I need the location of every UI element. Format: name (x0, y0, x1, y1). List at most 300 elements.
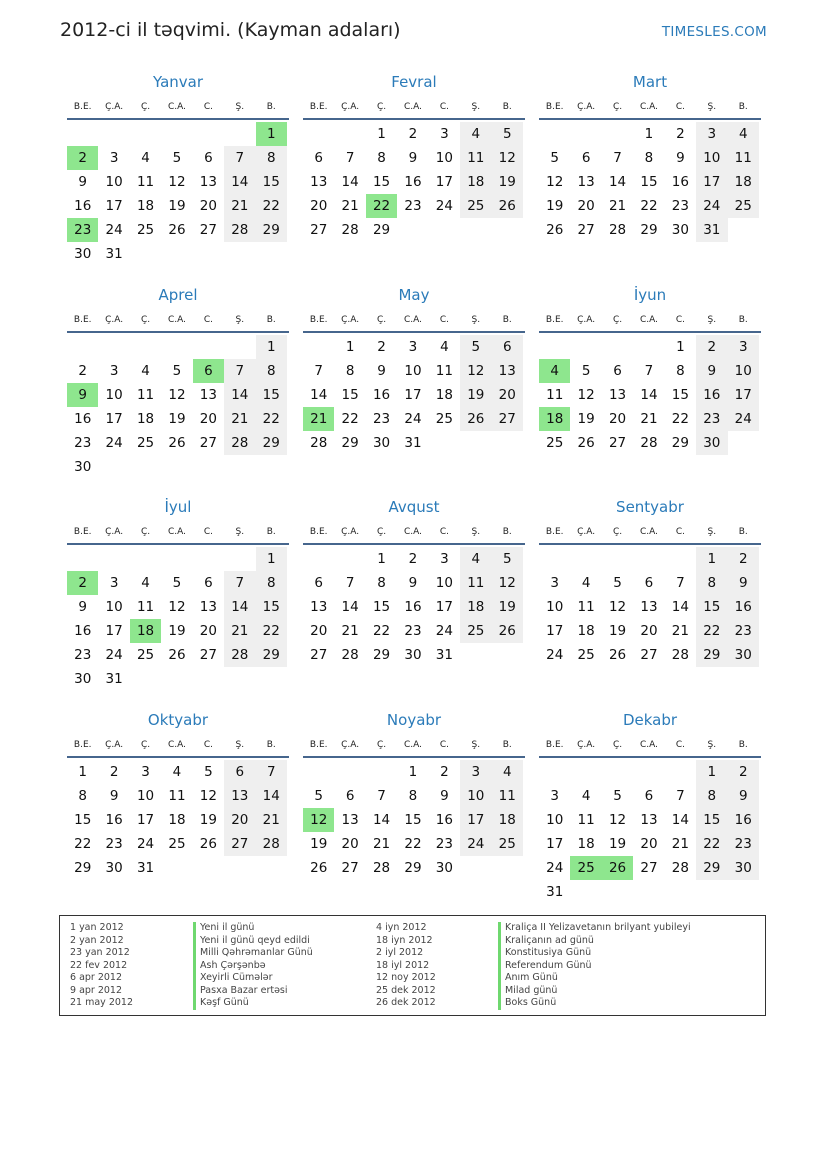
weekday-label: Ş. (707, 527, 717, 537)
day-cell: 30 (105, 860, 123, 876)
weekday-header (67, 309, 289, 333)
holiday-cell: 18 (130, 619, 161, 643)
legend-names-left (193, 922, 313, 1010)
legend-date: 26 dek 2012 (376, 997, 436, 1008)
day-cell: 2 (440, 764, 449, 780)
weekday-header (539, 521, 761, 545)
day-cell: 5 (172, 150, 182, 166)
weekday-label: C.A. (167, 315, 186, 325)
weekday-label: B.E. (545, 315, 564, 325)
day-cell: 20 (310, 198, 328, 214)
day-cell: 27 (199, 647, 217, 663)
holiday-cell: 12 (303, 808, 334, 832)
day-cell: 29 (372, 222, 391, 238)
holiday-cell: 21 (303, 407, 334, 431)
empty-cell (193, 547, 224, 571)
day-cell: 25 (136, 647, 155, 663)
weekday-label: B. (266, 102, 276, 112)
legend-holiday-name: Kraliçanın ad günü (498, 935, 691, 948)
day-cell: 22 (341, 411, 359, 427)
month-11 (303, 710, 525, 880)
day-cell: 22 (74, 836, 92, 852)
month-2 (303, 72, 525, 242)
weekday-label: C.A. (639, 102, 658, 112)
weekday-label: C.A. (639, 315, 658, 325)
day-cell: 29 (256, 431, 287, 455)
day-cell: 13 (608, 387, 627, 403)
day-cell: 25 (546, 435, 564, 451)
empty-cell (633, 335, 664, 359)
day-cell: 8 (696, 784, 727, 808)
weekday-label: Ş. (471, 527, 481, 537)
day-cell: 26 (310, 860, 328, 876)
weekday-label: Ç. (612, 740, 623, 750)
day-cell: 3 (440, 551, 449, 567)
weekday-label: B. (502, 740, 512, 750)
day-cell: 19 (460, 383, 491, 407)
legend-holiday-name: Kraliça II Yelizavetanın brilyant yubileyi (498, 922, 691, 935)
day-cell: 13 (310, 599, 328, 615)
empty-cell (334, 760, 365, 784)
day-cell: 7 (345, 150, 355, 166)
day-cell: 4 (440, 339, 449, 355)
weekday-label: Ş. (235, 527, 245, 537)
day-cell: 11 (435, 363, 453, 379)
day-cell: 16 (404, 174, 422, 190)
day-cell: 24 (105, 647, 123, 663)
day-cell: 18 (577, 623, 595, 639)
day-cell: 1 (644, 126, 654, 142)
month-6 (539, 285, 761, 455)
day-cell: 11 (168, 788, 186, 804)
day-cell: 9 (78, 174, 87, 190)
day-cell: 21 (224, 619, 255, 643)
day-cell: 25 (168, 836, 186, 852)
day-cell: 14 (224, 170, 255, 194)
day-cell: 16 (435, 812, 453, 828)
day-cell: 11 (492, 784, 523, 808)
day-grid (539, 545, 761, 667)
day-cell: 19 (608, 836, 627, 852)
day-cell: 17 (546, 836, 564, 852)
weekday-label: C. (675, 102, 685, 112)
day-cell: 8 (345, 363, 355, 379)
day-cell: 31 (105, 246, 123, 262)
empty-cell (161, 335, 192, 359)
weekday-label: C. (675, 527, 685, 537)
day-cell: 13 (640, 599, 658, 615)
day-cell: 17 (105, 198, 123, 214)
day-cell: 22 (696, 619, 727, 643)
month-name: May (398, 286, 430, 304)
day-cell: 14 (224, 383, 255, 407)
day-cell: 11 (460, 146, 491, 170)
day-cell: 16 (728, 595, 759, 619)
day-cell: 7 (345, 575, 355, 591)
weekday-header (539, 734, 761, 758)
day-cell: 21 (341, 198, 359, 214)
day-cell: 15 (74, 812, 92, 828)
day-cell: 19 (168, 198, 186, 214)
day-cell: 13 (577, 174, 595, 190)
day-cell: 21 (640, 411, 658, 427)
day-cell: 26 (199, 836, 217, 852)
day-cell: 15 (256, 595, 287, 619)
day-cell: 25 (136, 435, 155, 451)
day-cell: 30 (696, 431, 727, 455)
day-cell: 12 (168, 174, 186, 190)
weekday-label: C.A. (403, 740, 422, 750)
day-cell: 5 (581, 363, 591, 379)
day-cell: 19 (199, 812, 217, 828)
day-cell: 23 (696, 407, 727, 431)
day-cell: 16 (74, 623, 92, 639)
day-cell: 14 (341, 599, 359, 615)
day-cell: 7 (256, 760, 287, 784)
legend-date: 25 dek 2012 (376, 984, 436, 996)
day-cell: 5 (550, 150, 559, 166)
month-name: Oktyabr (147, 711, 209, 729)
empty-cell (98, 335, 129, 359)
month-name: İyun (633, 286, 667, 304)
day-cell: 26 (608, 647, 627, 663)
day-cell: 10 (435, 150, 453, 166)
day-cell: 4 (728, 122, 759, 146)
weekday-label: Ç. (140, 102, 151, 112)
day-cell: 16 (74, 198, 92, 214)
day-cell: 29 (256, 218, 287, 242)
brand-logo[interactable]: TIMESLES.COM (661, 24, 767, 40)
weekday-label: Ç.A. (105, 740, 124, 750)
weekday-label: Ş. (471, 102, 481, 112)
weekday-label: C. (439, 527, 449, 537)
day-cell: 22 (372, 623, 391, 639)
day-cell: 7 (224, 571, 255, 595)
weekday-label: Ç.A. (341, 315, 360, 325)
empty-cell (130, 122, 161, 146)
day-cell: 30 (728, 643, 759, 667)
holiday-legend (59, 915, 766, 1016)
empty-cell (665, 547, 696, 571)
empty-cell (334, 547, 365, 571)
weekday-label: C.A. (403, 527, 422, 537)
empty-cell (570, 760, 601, 784)
holiday-cell: 1 (256, 122, 287, 146)
day-cell: 27 (199, 222, 217, 238)
day-cell: 4 (141, 363, 150, 379)
day-cell: 23 (728, 619, 759, 643)
day-cell: 8 (696, 571, 727, 595)
day-cell: 5 (613, 575, 622, 591)
legend-date: 1 yan 2012 (70, 922, 124, 933)
day-cell: 18 (577, 836, 595, 852)
day-cell: 11 (460, 571, 491, 595)
day-cell: 19 (168, 411, 186, 427)
day-cell: 22 (404, 836, 422, 852)
day-cell: 5 (492, 547, 523, 571)
day-cell: 27 (310, 647, 328, 663)
day-cell: 30 (372, 435, 391, 451)
day-cell: 10 (546, 812, 564, 828)
weekday-label: B.E. (73, 527, 92, 537)
empty-cell (224, 335, 255, 359)
weekday-label: Ç.A. (577, 315, 596, 325)
day-cell: 15 (372, 174, 391, 190)
empty-cell (570, 547, 601, 571)
day-cell: 15 (341, 387, 359, 403)
holiday-cell: 23 (67, 218, 98, 242)
day-cell: 11 (136, 599, 155, 615)
weekday-label: Ç. (376, 315, 387, 325)
day-cell: 13 (199, 599, 217, 615)
day-cell: 31 (105, 671, 123, 687)
day-cell: 19 (492, 595, 523, 619)
empty-cell (570, 335, 601, 359)
day-cell: 5 (314, 788, 323, 804)
day-cell: 14 (671, 599, 689, 615)
empty-cell (334, 122, 365, 146)
day-cell: 21 (372, 836, 391, 852)
legend-date: 21 may 2012 (70, 997, 134, 1008)
day-cell: 1 (78, 764, 87, 780)
day-cell: 29 (372, 647, 391, 663)
weekday-header (303, 309, 525, 333)
day-cell: 21 (608, 198, 627, 214)
day-cell: 22 (671, 411, 689, 427)
month-name: Mart (632, 73, 668, 91)
day-cell: 30 (404, 647, 422, 663)
day-cell: 2 (676, 126, 685, 142)
day-cell: 29 (341, 435, 359, 451)
day-cell: 22 (640, 198, 658, 214)
day-cell: 1 (696, 760, 727, 784)
day-cell: 1 (377, 551, 386, 567)
weekday-label: C. (439, 740, 449, 750)
day-cell: 14 (640, 387, 658, 403)
weekday-header (303, 521, 525, 545)
weekday-label: C.A. (403, 315, 422, 325)
weekday-label: B. (266, 527, 276, 537)
day-cell: 21 (256, 808, 287, 832)
day-cell: 1 (676, 339, 685, 355)
day-cell: 22 (696, 832, 727, 856)
day-grid (67, 545, 289, 691)
weekday-label: B. (738, 740, 748, 750)
day-cell: 7 (377, 788, 386, 804)
empty-cell (98, 547, 129, 571)
weekday-label: Ç. (140, 315, 151, 325)
day-cell: 18 (460, 170, 491, 194)
weekday-label: B.E. (545, 740, 564, 750)
weekday-label: Ç. (376, 740, 387, 750)
day-cell: 22 (256, 407, 287, 431)
day-cell: 24 (546, 860, 564, 876)
month-9 (539, 497, 761, 667)
day-cell: 9 (408, 575, 418, 591)
day-cell: 30 (74, 459, 92, 475)
day-cell: 29 (671, 435, 689, 451)
weekday-label: C.A. (403, 102, 422, 112)
empty-cell (161, 547, 192, 571)
legend-holiday-name: Milli Qəhrəmanlar Günü (193, 947, 313, 960)
day-cell: 3 (460, 760, 491, 784)
day-cell: 26 (577, 435, 595, 451)
month-name: Yanvar (152, 73, 204, 91)
day-grid (303, 120, 525, 242)
weekday-label: C. (203, 102, 213, 112)
weekday-label: C. (439, 102, 449, 112)
day-cell: 21 (224, 407, 255, 431)
day-cell: 2 (728, 760, 759, 784)
weekday-label: Ç.A. (577, 740, 596, 750)
day-cell: 10 (460, 784, 491, 808)
weekday-label: Ş. (707, 315, 717, 325)
day-cell: 15 (404, 812, 422, 828)
day-cell: 29 (404, 860, 422, 876)
weekday-header (539, 96, 761, 120)
day-cell: 28 (310, 435, 328, 451)
day-cell: 8 (78, 788, 87, 804)
weekday-label: Ç.A. (341, 102, 360, 112)
day-cell: 18 (136, 198, 155, 214)
day-cell: 13 (224, 784, 255, 808)
day-cell: 27 (224, 832, 255, 856)
day-cell: 19 (310, 836, 328, 852)
day-cell: 13 (310, 174, 328, 190)
day-cell: 31 (136, 860, 155, 876)
day-grid (539, 333, 761, 455)
day-cell: 9 (676, 150, 685, 166)
day-cell: 28 (372, 860, 391, 876)
day-cell: 11 (546, 387, 564, 403)
weekday-label: Ç.A. (577, 102, 596, 112)
day-cell: 4 (581, 575, 591, 591)
day-cell: 3 (696, 122, 727, 146)
weekday-label: Ç. (140, 740, 151, 750)
day-cell: 8 (377, 575, 386, 591)
day-cell: 7 (224, 146, 255, 170)
day-cell: 9 (728, 571, 759, 595)
day-cell: 10 (105, 174, 123, 190)
weekday-label: Ş. (235, 102, 245, 112)
day-cell: 17 (546, 623, 564, 639)
empty-cell (303, 547, 334, 571)
day-cell: 2 (377, 339, 386, 355)
weekday-label: Ç. (376, 102, 387, 112)
weekday-label: C.A. (639, 527, 658, 537)
legend-names-right (498, 922, 691, 1010)
day-grid (539, 758, 761, 904)
day-cell: 3 (109, 363, 119, 379)
day-cell: 12 (168, 387, 186, 403)
day-cell: 26 (492, 194, 523, 218)
day-grid (303, 333, 525, 455)
day-cell: 13 (199, 387, 217, 403)
legend-holiday-name: Referendum Günü (498, 960, 691, 973)
weekday-label: C. (675, 315, 685, 325)
day-cell: 24 (105, 222, 123, 238)
day-cell: 13 (341, 812, 359, 828)
day-cell: 11 (577, 599, 595, 615)
weekday-label: C. (439, 315, 449, 325)
day-cell: 6 (644, 575, 654, 591)
day-cell: 1 (256, 335, 287, 359)
day-cell: 7 (676, 788, 685, 804)
day-cell: 13 (199, 174, 217, 190)
day-cell: 20 (608, 411, 627, 427)
day-cell: 6 (345, 788, 355, 804)
weekday-label: C.A. (167, 527, 186, 537)
weekday-label: B. (266, 740, 276, 750)
day-cell: 8 (256, 359, 287, 383)
weekday-label: B.E. (73, 102, 92, 112)
day-cell: 20 (640, 836, 658, 852)
weekday-label: Ş. (471, 740, 481, 750)
day-grid (303, 758, 525, 880)
day-cell: 9 (377, 363, 386, 379)
day-cell: 23 (74, 647, 92, 663)
day-cell: 22 (256, 194, 287, 218)
weekday-label: Ç.A. (105, 102, 124, 112)
weekday-label: B. (738, 527, 748, 537)
day-cell: 26 (168, 647, 186, 663)
day-cell: 28 (341, 222, 359, 238)
day-cell: 24 (435, 198, 453, 214)
day-cell: 21 (671, 836, 689, 852)
weekday-label: B. (738, 102, 748, 112)
day-cell: 30 (74, 246, 92, 262)
day-cell: 7 (224, 359, 255, 383)
day-cell: 12 (168, 599, 186, 615)
legend-date: 2 yan 2012 (70, 934, 124, 946)
day-cell: 16 (105, 812, 123, 828)
weekday-label: Ş. (235, 740, 245, 750)
day-cell: 17 (105, 623, 123, 639)
day-cell: 2 (408, 126, 418, 142)
day-cell: 10 (728, 359, 759, 383)
empty-cell (602, 335, 633, 359)
weekday-label: B.E. (545, 102, 564, 112)
day-cell: 25 (460, 619, 491, 643)
empty-cell (539, 760, 570, 784)
day-cell: 14 (372, 812, 391, 828)
day-cell: 31 (696, 218, 727, 242)
weekday-label: C. (203, 740, 213, 750)
empty-cell (570, 122, 601, 146)
day-cell: 15 (256, 383, 287, 407)
empty-cell (602, 547, 633, 571)
day-cell: 6 (581, 150, 591, 166)
day-cell: 23 (435, 836, 453, 852)
day-cell: 30 (728, 856, 759, 880)
day-cell: 5 (460, 335, 491, 359)
day-cell: 4 (460, 547, 491, 571)
day-cell: 10 (696, 146, 727, 170)
day-cell: 25 (136, 222, 155, 238)
legend-holiday-name: Yeni il günü (193, 922, 313, 935)
weekday-label: Ş. (235, 315, 245, 325)
weekday-header (539, 309, 761, 333)
day-cell: 23 (372, 411, 391, 427)
day-cell: 10 (136, 788, 155, 804)
empty-cell (67, 335, 98, 359)
day-cell: 6 (204, 150, 213, 166)
day-cell: 15 (696, 595, 727, 619)
weekday-label: C. (675, 740, 685, 750)
day-cell: 19 (577, 411, 595, 427)
month-4 (67, 285, 289, 479)
day-cell: 26 (492, 619, 523, 643)
